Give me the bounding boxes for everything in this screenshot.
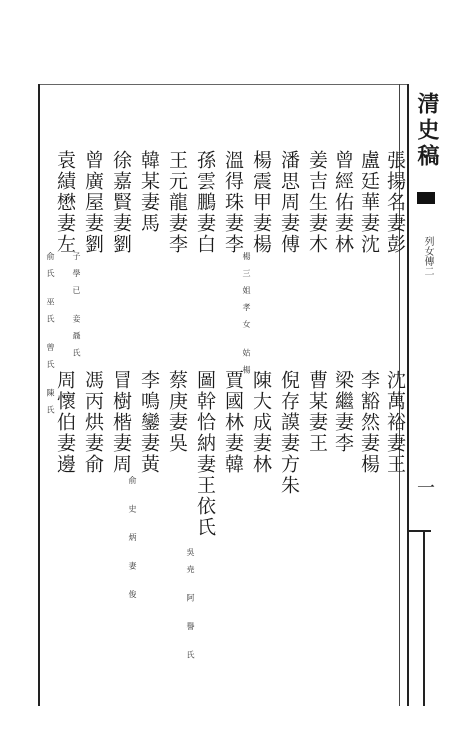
entry-name: 王元龍妻李 [166, 150, 188, 255]
entry-name: 溫得珠妻李 [222, 150, 244, 255]
entry-name: 李豁然妻楊 [358, 370, 380, 475]
book-title: 清史稿 [414, 92, 440, 170]
entry-name: 楊震甲妻楊 [250, 150, 272, 255]
entry-name: 韓某妻馬 [138, 150, 160, 234]
page-number-rule [423, 530, 425, 706]
entry-name: 沈萬裕妻王 [384, 370, 406, 475]
entry-name: 倪存謨妻方朱 [278, 370, 300, 496]
entry-name: 袁績懋妻左 [54, 150, 76, 255]
entry-name: 蔡庚妻吳 [166, 370, 188, 454]
entry-name: 梁繼妻李 [332, 370, 354, 454]
entry-name: 陳大成妻林 [250, 370, 272, 475]
entry-note: 楊三姐孝女 姑楊 [242, 252, 251, 383]
entry-note: 子學已 妾聶氏 [72, 252, 81, 366]
entry-name: 圖幹恰納妻王依氏 [194, 370, 216, 538]
entry-note: 俞氏 巫氏 曾氏 陳氏 [46, 252, 55, 423]
entry-name: 曾經佑妻林 [332, 150, 354, 255]
entry-name: 冒樹楷妻周 [110, 370, 132, 475]
entry-name: 潘思周妻傅 [278, 150, 300, 255]
entry-name: 曹某妻王 [306, 370, 328, 454]
entry-name: 徐嘉賢妻劉 [110, 150, 132, 255]
page-number-tick [407, 530, 431, 532]
entry-note: 俞 史 炳 妻 俊 [128, 476, 137, 608]
entry-name: 孫雲鵬妻白 [194, 150, 216, 255]
frame-top-rule [38, 84, 409, 85]
entry-name: 周懷伯妻邊 [54, 370, 76, 475]
entry-name: 張揚名妻彭 [384, 150, 406, 255]
page-number: 一 [414, 478, 435, 496]
fishtail-mark [417, 192, 435, 204]
entry-name: 盧廷華妻沈 [358, 150, 380, 255]
entry-name: 曾廣屋妻劉 [82, 150, 104, 255]
entry-name: 姜吉生妻木 [306, 150, 328, 255]
volume-label: 列女傳二 [422, 236, 433, 276]
entry-note: 吳尭 阿 譽 氏 [186, 548, 195, 668]
entry-name: 李鳴鑾妻黃 [138, 370, 160, 475]
entry-name: 賈國林妻韓 [222, 370, 244, 475]
entry-name: 馮丙烘妻俞 [82, 370, 104, 475]
